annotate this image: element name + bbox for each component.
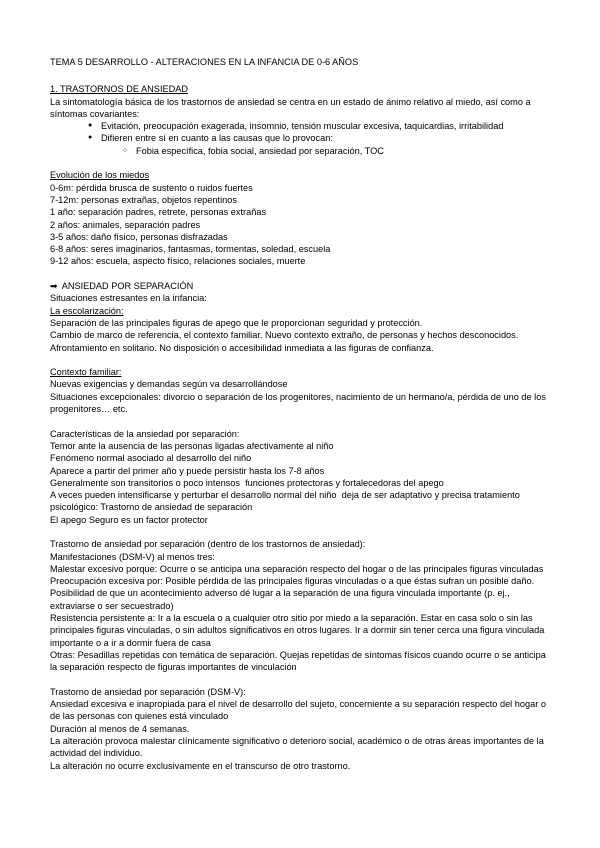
fears-heading: Evolución de los miedos [50, 170, 150, 181]
trait-line: Generalmente son transitorios o poco intensos funciones protectoras y fortalecedoras del apego [50, 477, 444, 488]
anxiety-section-heading: 1. TRASTORNOS DE ANSIEDAD [50, 84, 189, 95]
family-line: Nuevas exigencias y demandas según va desarrollándose [50, 379, 288, 390]
dsm-line: Duración al menos de 4 semanas. [50, 723, 190, 734]
trait-line: Aparece a partir del primer año y puede persistir hasta los 7-8 años [50, 465, 325, 476]
school-line: Afrontamiento en solitario. No disposición o accesibilidad inmediata a las figuras de confianza. [50, 342, 434, 353]
family-line: Situaciones excepcionales: divorcio o separación de los progenitores, nacimiento de un hermano/a, pérdida de uno de los progenitores… etc. [50, 391, 549, 415]
bullet-icon: ● [88, 122, 93, 130]
list-item-text: Difieren entre sí en cuanto a las causas que lo provocan: [101, 133, 333, 144]
list-item-text: Fobia específica, fobia social, ansiedad por separación, TOC [136, 145, 384, 156]
disorder-heading: Trastorno de ansiedad por separación (dentro de los trastornos de ansiedad): [50, 539, 366, 550]
separation-heading-text: ANSIEDAD POR SEPARACIÓN [61, 281, 194, 292]
list-item [88, 132, 555, 144]
bullet-icon: ● [88, 134, 93, 142]
fear-line: 6-8 años: seres imaginarios, fantasmas, tormentas, soledad, escuela [50, 244, 331, 255]
traits-heading: Características de la ansiedad por separación: [50, 428, 240, 439]
fear-line: 1 año: separación padres, retrete, personas extrañas [50, 207, 267, 218]
list-item [88, 120, 555, 132]
school-line: Cambio de marco de referencia, el contexto familiar. Nuevo contexto extraño, de personas y hechos desconocidos. [50, 330, 519, 341]
stress-intro: Situaciones estresantes en la infancia: [50, 293, 207, 304]
manifestation-line: Preocupación excesiva por: Posible pérdida de las principales figuras vinculadas o a que éstas sufran un posible daño. [50, 576, 535, 587]
separation-heading [50, 280, 555, 292]
fear-line: 2 años: animales, separación padres [50, 219, 201, 230]
fear-line: 7-12m: personas extrañas, objetos repentinos [50, 194, 237, 205]
dsm-line: La alteración provoca malestar clínicamente significativo o deterioro social, académico o de otras áreas importantes de la actividad del individuo. [50, 736, 547, 759]
dsm-line: La alteración no ocurre exclusivamente en el transcurso de otro trastorno. [50, 760, 351, 771]
trait-line: El apego Seguro es un factor protector [50, 514, 208, 525]
family-heading: Contexto familiar: [50, 367, 122, 378]
school-heading: La escolarización: [50, 305, 124, 316]
arrow-icon: ➡ [50, 281, 58, 292]
list-item [123, 145, 555, 157]
doc-title: TEMA 5 DESARROLLO - ALTERACIONES EN LA INFANCIA DE 0-6 AÑOS [50, 57, 359, 67]
fear-line: 0-6m: pérdida brusca de sustento o ruidos fuertes [50, 182, 253, 193]
trait-line: A veces pueden intensificarse y perturbar el desarrollo normal del niño deja de ser adaptativo y precisa tratamiento psicológico: Trastorno de ansiedad de separación [50, 490, 523, 513]
manifestation-line: Malestar excesivo porque: Ocurre o se anticipa una separación respecto del hogar o de las principales figuras vinculadas [50, 563, 544, 574]
manifestation-line: Posibilidad de que un acontecimiento adverso dé lugar a la separación de una figura vinculada importante (p. ej., extraviarse o ser secuestrado) [50, 588, 513, 611]
manifestations-subheading: Manifestaciones (DSM-V) al menos tres: [50, 551, 215, 562]
anxiety-intro: La sintomatología básica de los trastornos de ansiedad se centra en un estado de ánimo relativo al miedo, así como a síntomas covariantes: [50, 96, 534, 119]
list-item-text: Evitación, preocupación exagerada, insomnio, tensión muscular excesiva, taquicardias, irritabilidad [101, 121, 504, 132]
fear-line: 3-5 años: daño físico, personas disfrazadas [50, 231, 228, 242]
dsm-heading: Trastorno de ansiedad por separación (DSM-V): [50, 686, 246, 697]
trait-line: Fenómeno normal asociado al desarrollo del niño [50, 453, 252, 464]
dsm-line: Ansiedad excesiva e inapropiada para el nivel de desarrollo del sujeto, concerniente a su separación respecto del hogar o de las personas con quienes está vinculado [50, 699, 549, 722]
school-line: Separación de las principales figuras de apego que le proporcionan seguridad y protección. [50, 317, 423, 328]
fear-line: 9-12 años: escuela, aspecto físico, relaciones sociales, muerte [50, 256, 306, 267]
manifestation-line: Otras: Pesadillas repetidas con temática de separación. Quejas repetidas de síntomas físicos cuando ocurre o se anticipa la separación respecto de figuras importantes de vinculación [50, 649, 549, 673]
manifestation-line: Resistencia persistente a: Ir a la escuela o a cualquier otro sitio por miedo a la separación. Estar en casa solo o sin las principales figuras vinculadas, o sin adultos significativos en otros lugares. Ir a dormir sin tener cerca una figura vinculada importante o a ir a dormir fuera de casa [50, 613, 547, 648]
circle-bullet-icon: ○ [123, 146, 128, 154]
trait-line: Temor ante la ausencia de las personas ligadas afectivamente al niño [50, 440, 334, 451]
